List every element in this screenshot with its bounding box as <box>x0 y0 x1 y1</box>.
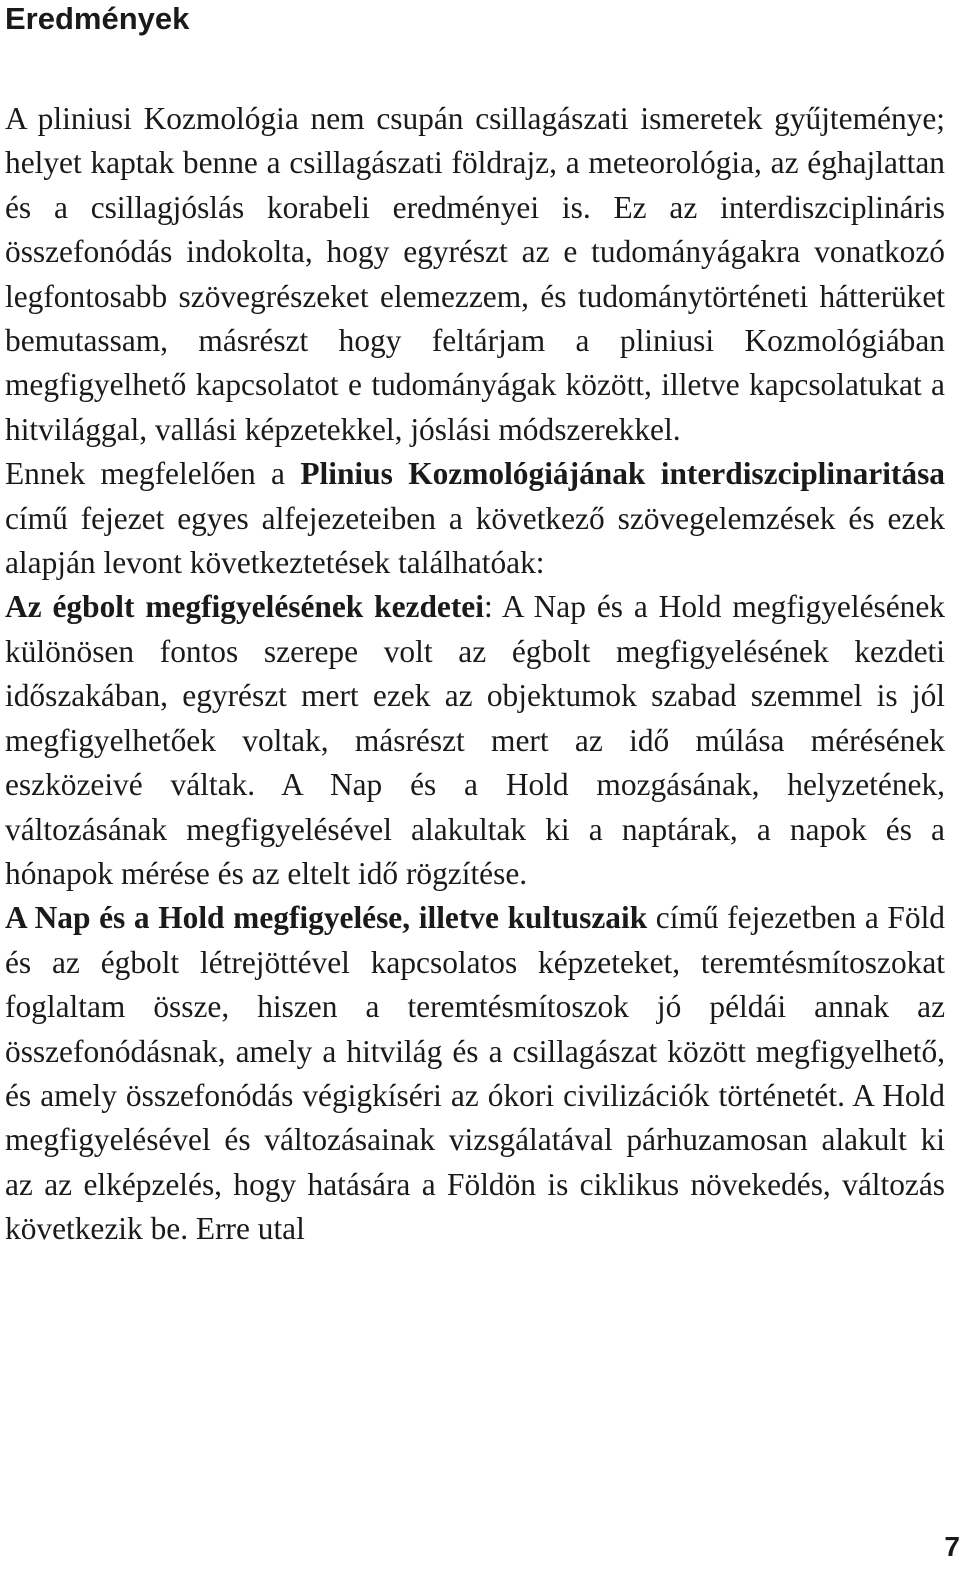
paragraph-intro: A pliniusi Kozmológia nem csupán csillagászati ismeretek gyűjteménye; helyet kaptak benne a csillagászati földrajz, a meteorológia, az éghajlattan és a csillagjóslás korabeli eredményei is. Ez az interdiszciplináris összefonódás indokolta, hogy egyrészt az e tudományágakra vonatkozó legfontosabb szövegrészeket elemezzem, és tudománytörténeti hátterüket bemutassam, másrészt hogy feltárjam a pliniusi Kozmológiában megfigyelhető kapcsolatot e tudományágak között, illetve kapcsolatukat a hitvilággal, vallási képzetekkel, jóslási módszerekkel. <box>5 101 945 447</box>
paragraph-chapter-overview-lead: Ennek megfelelően a <box>5 456 301 492</box>
document-page <box>5 0 945 1252</box>
body-text <box>5 97 945 1252</box>
paragraph-chapter-overview <box>5 452 945 585</box>
paragraph-chapter-overview-rest: című fejezet egyes alfejezeteiben a következő szövegelemzések és ezek alapján levont következtetések találhatóak: <box>5 500 945 581</box>
subsection-title-sun-moon-cults: A Nap és a Hold megfigyelése, illetve kultuszaik <box>5 900 648 936</box>
subsection-title-sky-observation: Az égbolt megfigyelésének kezdetei <box>5 589 484 625</box>
paragraph-sky-observation <box>5 585 945 896</box>
paragraph-sun-moon-cults-text: című fejezetben a Föld és az égbolt létrejöttével kapcsolatos képzeteket, teremtésmítoszokat foglaltam össze, hiszen a teremtésmítoszok jó példái annak az összefonódásnak, amely a hitvilág és a csillagászat között megfigyelhető, és amely összefonódás végigkíséri az ókori civilizációk történetét. A Hold megfigyelésével és változásainak vizsgálatával párhuzamosan alakult ki az az elképzelés, hogy hatására a Földön is ciklikus növekedés, változás következik be. Erre utal <box>5 900 945 1247</box>
paragraph-sky-observation-text: : A Nap és a Hold megfigyelésének különösen fontos szerepe volt az égbolt megfigyelésének kezdeti időszakában, egyrészt mert ezek az objektumok szabad szemmel is jól megfigyelhetőek voltak, másrészt mert az idő múlása mérésének eszközeivé váltak. A Nap és a Hold mozgásának, helyzetének, változásának megfigyelésével alakultak ki a naptárak, a napok és a hónapok mérése és az eltelt idő rögzítése. <box>5 589 945 891</box>
page-number: 7 <box>944 1531 960 1562</box>
paragraph-sun-moon-cults <box>5 896 945 1251</box>
section-heading: Eredmények <box>5 1 190 36</box>
chapter-title-interdisciplinarity: Plinius Kozmológiájának interdiszciplinaritása <box>300 456 945 492</box>
